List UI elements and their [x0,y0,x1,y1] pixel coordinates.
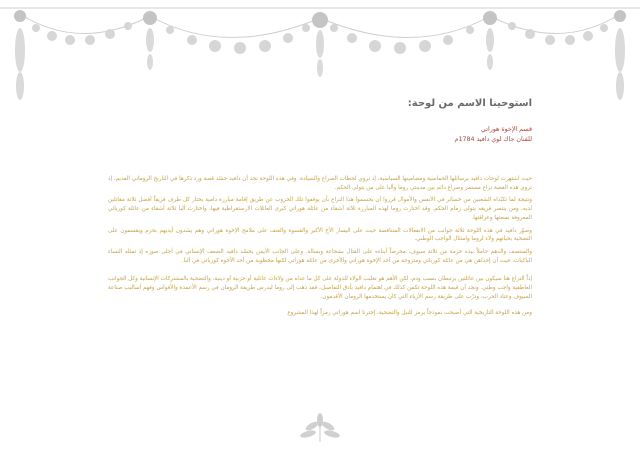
painting-title: قسم الإخوة هوراتي [481,126,532,133]
painting-caption [108,125,532,145]
leaf-sprig-icon [298,412,342,446]
painting-artist: للفنان جاك لوي دافيد 1784م [454,136,532,143]
document-body [108,98,532,324]
paragraph: والمنتصف والدهم حاملاً بيده حزمة من ثلاثة سيوف، محرضاً أبناءه على القتال بشجاعة وبسالة. وعلى الجانب الأيمن يجسّد دافيد الضعف الإنساني في أجلى صوره إذ تمثله النساء الباكيات، حيث أن إحداهن هي من عائلة كورياتي ومتزوجة من أحد الإخوة هوراتي والأخرى من عائلة هوراتي لكنها مخطوبة من أحد الأخوة كورياتي في ألبا. [108,248,532,264]
page-heading: استوحينا الاسم من لوحة: [407,98,532,109]
closing-line: ومن هذه اللوحة التاريخية التي أصبحت نموذجاً يرمز للنبل والتضحية، إخترنا اسم هوراتي رمزاً لهذا المشروع [287,310,532,317]
floral-garland-icon [0,0,640,110]
paragraph: ونتيجة لما تكبّداه الشعبين من خسائر في الأنفس والأموال قرروا أن يحسموا هذا النزاع بأن يوقفوا تلك الحروب عن طريق إقامة مبارزة دامية يختار كل طرف فريقاً أفضل ثلاثة مقاتلين لديه، ومن ينتصر فريقه يتولى زمام الحكم. وقد اختارت روما لهذه المبارزة ثلاثة أشقاء من عائلة هوراتي كبرى العائلات الارستقراطية فيها، واختارت ألبا ثلاثة أشقاء من عائلة كورياتي المعروفة بمنعتها وعراقتها. [108,197,532,221]
paragraph: وصوّر دافيد في هذه اللوحة ثلاثة جوانب من الانفعالات المتناقضة حيث على اليسار الأخ الأكبر والقسوة والعنف على ملامح الإخوة هوراتي وهم يشدون أيديهم بحزم ويقسمون على التضحية بحياتهم ولاء لروما وامتثال الواجب الوطني. [108,227,532,243]
paragraph: حيث اشتهرت لوحات دافيد برسائلها الحماسية ومضامينها السياسية، إذ تروي لحظات الصراع والسيادة. وفي هذه اللوحة نجد أن دافيد جسّد قصة ورد ذكرها في التاريخ الروماني القديم، إذ تروي هذه القصة نزاع مستمر وصراع دائم بين مدينتي روما وألبا على من يتولى الحكم. [108,176,532,191]
paragraph: إذاً النزاع هنا سيكون بين عائلتين يرتبطان بنسب ودم، لكن الأهم هو تغليب الولاء للدولة على كل ما عداه من ولاءات عائلية أو حزبية أو دينية، والتضحية بالمشتركات الإنسانية وكل الجوانب العاطفية واجب وطني. ونجد أن قيمة هذه اللوحة تكمن كذلك في اهتمام دافيد بأدق التفاصيل، فقد ذهب إلى روما ليدرس طريقة الرومان في رسم الأعمدة والأقواس وفهم أساليب صناعة السيوف وعتاد الحرب، ودرّب على طريقة رسم الأزياء التي كان يستخدمها الرومان الأقدمون. [108,276,532,300]
